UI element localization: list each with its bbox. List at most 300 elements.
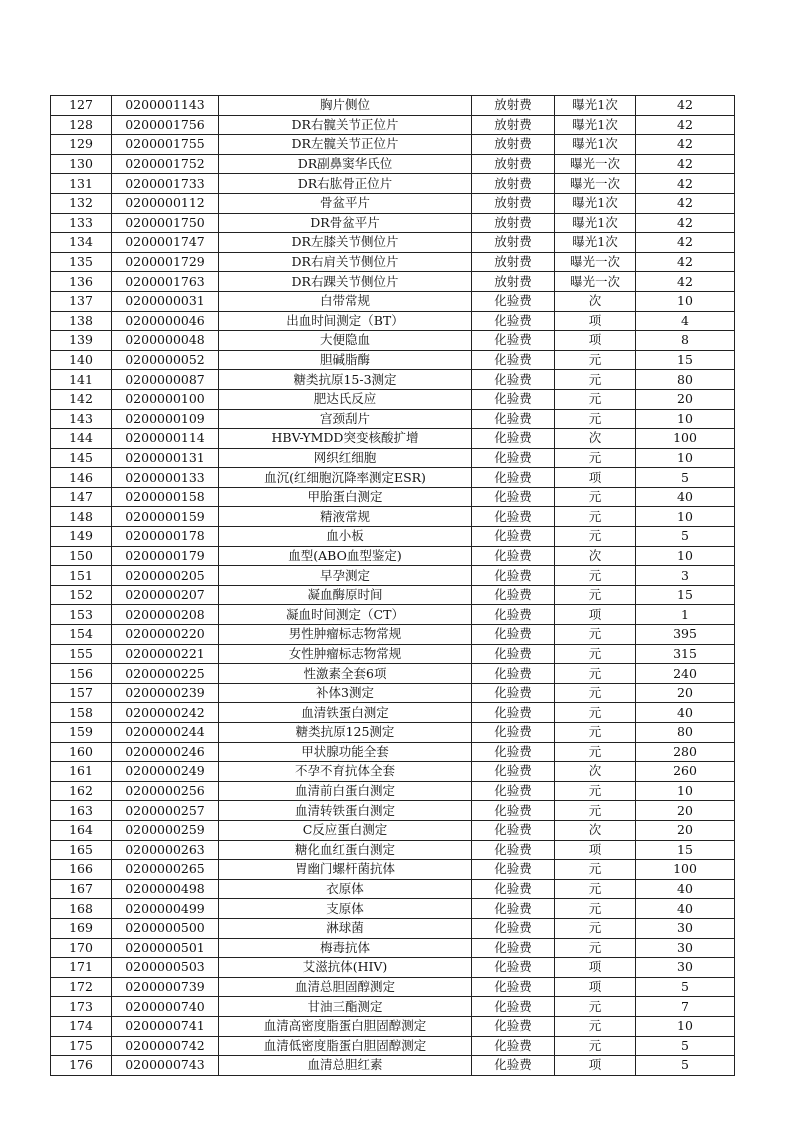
table-row — [51, 135, 735, 155]
fee-category-cell: 化验费 — [472, 409, 555, 429]
fee-category-cell: 化验费 — [472, 781, 555, 801]
unit-cell: 元 — [555, 507, 636, 527]
item-code-cell: 0200000112 — [112, 193, 219, 213]
table-row — [51, 860, 735, 880]
unit-cell: 曝光1次 — [555, 135, 636, 155]
item-code-cell: 0200000239 — [112, 683, 219, 703]
table-row — [51, 527, 735, 547]
item-name-cell: 糖化血红蛋白测定 — [219, 840, 472, 860]
unit-cell: 项 — [555, 605, 636, 625]
row-number-cell: 155 — [51, 644, 112, 664]
unit-cell: 项 — [555, 977, 636, 997]
item-code-cell: 0200000249 — [112, 762, 219, 782]
table-row — [51, 585, 735, 605]
item-code-cell: 0200000207 — [112, 585, 219, 605]
fee-category-cell: 放射费 — [472, 115, 555, 135]
price-cell: 260 — [636, 762, 735, 782]
unit-cell: 元 — [555, 899, 636, 919]
item-code-cell: 0200000100 — [112, 389, 219, 409]
row-number-cell: 147 — [51, 487, 112, 507]
price-cell: 80 — [636, 723, 735, 743]
price-cell: 42 — [636, 213, 735, 233]
fee-category-cell: 化验费 — [472, 742, 555, 762]
table-row — [51, 252, 735, 272]
table-row — [51, 1016, 735, 1036]
row-number-cell: 151 — [51, 566, 112, 586]
row-number-cell: 131 — [51, 174, 112, 194]
price-cell: 40 — [636, 879, 735, 899]
table-row — [51, 762, 735, 782]
table-row — [51, 468, 735, 488]
unit-cell: 曝光1次 — [555, 233, 636, 253]
unit-cell: 曝光1次 — [555, 115, 636, 135]
row-number-cell: 143 — [51, 409, 112, 429]
unit-cell: 元 — [555, 448, 636, 468]
table-row — [51, 899, 735, 919]
item-code-cell: 0200001750 — [112, 213, 219, 233]
item-name-cell: 血清高密度脂蛋白胆固醇测定 — [219, 1016, 472, 1036]
unit-cell: 元 — [555, 1036, 636, 1056]
table-row — [51, 801, 735, 821]
table-row — [51, 703, 735, 723]
price-cell: 5 — [636, 1036, 735, 1056]
item-code-cell: 0200000246 — [112, 742, 219, 762]
item-name-cell: DR左膝关节侧位片 — [219, 233, 472, 253]
unit-cell: 项 — [555, 1056, 636, 1076]
fee-category-cell: 化验费 — [472, 448, 555, 468]
price-cell: 5 — [636, 527, 735, 547]
fee-category-cell: 化验费 — [472, 644, 555, 664]
unit-cell: 元 — [555, 1016, 636, 1036]
item-code-cell: 0200000159 — [112, 507, 219, 527]
price-cell: 80 — [636, 370, 735, 390]
row-number-cell: 130 — [51, 154, 112, 174]
row-number-cell: 167 — [51, 879, 112, 899]
table-row — [51, 742, 735, 762]
fee-category-cell: 化验费 — [472, 918, 555, 938]
table-row — [51, 370, 735, 390]
row-number-cell: 128 — [51, 115, 112, 135]
item-name-cell: 胃幽门螺杆菌抗体 — [219, 860, 472, 880]
item-code-cell: 0200001729 — [112, 252, 219, 272]
item-name-cell: 大便隐血 — [219, 331, 472, 351]
row-number-cell: 166 — [51, 860, 112, 880]
unit-cell: 元 — [555, 879, 636, 899]
fee-category-cell: 放射费 — [472, 272, 555, 292]
item-name-cell: DR骨盆平片 — [219, 213, 472, 233]
item-code-cell: 0200001763 — [112, 272, 219, 292]
fee-category-cell: 化验费 — [472, 899, 555, 919]
item-name-cell: DR右肱骨正位片 — [219, 174, 472, 194]
row-number-cell: 163 — [51, 801, 112, 821]
item-name-cell: 甲胎蛋白测定 — [219, 487, 472, 507]
item-name-cell: 胸片侧位 — [219, 96, 472, 116]
table-row — [51, 683, 735, 703]
item-name-cell: C反应蛋白测定 — [219, 820, 472, 840]
row-number-cell: 136 — [51, 272, 112, 292]
table-row — [51, 350, 735, 370]
table-row — [51, 977, 735, 997]
table-row — [51, 193, 735, 213]
price-cell: 10 — [636, 291, 735, 311]
item-name-cell: 不孕不育抗体全套 — [219, 762, 472, 782]
price-cell: 5 — [636, 468, 735, 488]
row-number-cell: 174 — [51, 1016, 112, 1036]
fee-category-cell: 化验费 — [472, 429, 555, 449]
table-row — [51, 272, 735, 292]
item-code-cell: 0200000499 — [112, 899, 219, 919]
item-name-cell: 支原体 — [219, 899, 472, 919]
table-row — [51, 487, 735, 507]
fee-category-cell: 放射费 — [472, 96, 555, 116]
item-code-cell: 0200000739 — [112, 977, 219, 997]
item-name-cell: 血清总胆红素 — [219, 1056, 472, 1076]
price-cell: 100 — [636, 860, 735, 880]
fee-category-cell: 放射费 — [472, 252, 555, 272]
price-cell: 42 — [636, 193, 735, 213]
fee-category-cell: 化验费 — [472, 585, 555, 605]
price-cell: 10 — [636, 448, 735, 468]
table-row — [51, 311, 735, 331]
row-number-cell: 142 — [51, 389, 112, 409]
item-code-cell: 0200001733 — [112, 174, 219, 194]
item-name-cell: 宫颈刮片 — [219, 409, 472, 429]
fee-category-cell: 化验费 — [472, 977, 555, 997]
unit-cell: 项 — [555, 958, 636, 978]
table-row — [51, 664, 735, 684]
item-code-cell: 0200000498 — [112, 879, 219, 899]
item-name-cell: 胆碱脂酶 — [219, 350, 472, 370]
item-code-cell: 0200001756 — [112, 115, 219, 135]
item-name-cell: DR副鼻窦华氏位 — [219, 154, 472, 174]
unit-cell: 元 — [555, 938, 636, 958]
fee-category-cell: 放射费 — [472, 154, 555, 174]
row-number-cell: 159 — [51, 723, 112, 743]
item-name-cell: 血沉(红细胞沉降率测定ESR) — [219, 468, 472, 488]
fee-category-cell: 化验费 — [472, 605, 555, 625]
price-cell: 30 — [636, 958, 735, 978]
row-number-cell: 135 — [51, 252, 112, 272]
row-number-cell: 156 — [51, 664, 112, 684]
row-number-cell: 176 — [51, 1056, 112, 1076]
price-cell: 20 — [636, 389, 735, 409]
row-number-cell: 133 — [51, 213, 112, 233]
item-name-cell: 甲状腺功能全套 — [219, 742, 472, 762]
table-row — [51, 918, 735, 938]
price-cell: 42 — [636, 154, 735, 174]
fee-category-cell: 化验费 — [472, 683, 555, 703]
row-number-cell: 141 — [51, 370, 112, 390]
item-name-cell: 女性肿瘤标志物常规 — [219, 644, 472, 664]
table-row — [51, 1056, 735, 1076]
unit-cell: 元 — [555, 644, 636, 664]
unit-cell: 元 — [555, 918, 636, 938]
fee-category-cell: 化验费 — [472, 468, 555, 488]
price-cell: 30 — [636, 938, 735, 958]
price-cell: 20 — [636, 683, 735, 703]
unit-cell: 元 — [555, 860, 636, 880]
fee-category-cell: 放射费 — [472, 193, 555, 213]
unit-cell: 曝光一次 — [555, 174, 636, 194]
price-cell: 280 — [636, 742, 735, 762]
fee-category-cell: 放射费 — [472, 174, 555, 194]
fee-category-cell: 化验费 — [472, 1016, 555, 1036]
table-row — [51, 781, 735, 801]
item-code-cell: 0200000031 — [112, 291, 219, 311]
table-row — [51, 429, 735, 449]
item-name-cell: 甘油三酯测定 — [219, 997, 472, 1017]
item-name-cell: DR右髋关节正位片 — [219, 115, 472, 135]
fee-category-cell: 化验费 — [472, 664, 555, 684]
item-name-cell: DR左髋关节正位片 — [219, 135, 472, 155]
item-name-cell: 血清总胆固醇测定 — [219, 977, 472, 997]
price-cell: 15 — [636, 840, 735, 860]
item-code-cell: 0200000501 — [112, 938, 219, 958]
table-row — [51, 213, 735, 233]
item-code-cell: 0200000109 — [112, 409, 219, 429]
price-cell: 30 — [636, 918, 735, 938]
row-number-cell: 170 — [51, 938, 112, 958]
fee-category-cell: 化验费 — [472, 350, 555, 370]
price-cell: 8 — [636, 331, 735, 351]
table-row — [51, 233, 735, 253]
unit-cell: 元 — [555, 683, 636, 703]
unit-cell: 元 — [555, 801, 636, 821]
fee-category-cell: 化验费 — [472, 527, 555, 547]
price-cell: 42 — [636, 135, 735, 155]
unit-cell: 项 — [555, 468, 636, 488]
item-code-cell: 0200000257 — [112, 801, 219, 821]
item-code-cell: 0200000242 — [112, 703, 219, 723]
price-cell: 20 — [636, 801, 735, 821]
item-code-cell: 0200000205 — [112, 566, 219, 586]
row-number-cell: 154 — [51, 625, 112, 645]
fee-table — [50, 95, 735, 1076]
unit-cell: 次 — [555, 546, 636, 566]
price-cell: 5 — [636, 1056, 735, 1076]
fee-category-cell: 化验费 — [472, 389, 555, 409]
fee-category-cell: 化验费 — [472, 723, 555, 743]
table-row — [51, 605, 735, 625]
price-cell: 395 — [636, 625, 735, 645]
item-code-cell: 0200000220 — [112, 625, 219, 645]
row-number-cell: 140 — [51, 350, 112, 370]
price-cell: 10 — [636, 507, 735, 527]
row-number-cell: 144 — [51, 429, 112, 449]
unit-cell: 元 — [555, 997, 636, 1017]
row-number-cell: 153 — [51, 605, 112, 625]
row-number-cell: 161 — [51, 762, 112, 782]
item-name-cell: 精液常规 — [219, 507, 472, 527]
unit-cell: 项 — [555, 311, 636, 331]
price-cell: 15 — [636, 350, 735, 370]
price-cell: 42 — [636, 272, 735, 292]
table-row — [51, 820, 735, 840]
unit-cell: 元 — [555, 723, 636, 743]
table-row — [51, 291, 735, 311]
row-number-cell: 139 — [51, 331, 112, 351]
item-name-cell: DR右肩关节侧位片 — [219, 252, 472, 272]
table-row — [51, 625, 735, 645]
fee-category-cell: 化验费 — [472, 762, 555, 782]
unit-cell: 元 — [555, 527, 636, 547]
row-number-cell: 164 — [51, 820, 112, 840]
fee-category-cell: 化验费 — [472, 840, 555, 860]
item-code-cell: 0200000052 — [112, 350, 219, 370]
item-name-cell: 血清转铁蛋白测定 — [219, 801, 472, 821]
item-code-cell: 0200000208 — [112, 605, 219, 625]
item-name-cell: 骨盆平片 — [219, 193, 472, 213]
unit-cell: 曝光一次 — [555, 272, 636, 292]
unit-cell: 元 — [555, 487, 636, 507]
price-cell: 10 — [636, 409, 735, 429]
table-row — [51, 174, 735, 194]
item-name-cell: 淋球菌 — [219, 918, 472, 938]
price-cell: 100 — [636, 429, 735, 449]
price-cell: 315 — [636, 644, 735, 664]
item-code-cell: 0200000178 — [112, 527, 219, 547]
price-cell: 40 — [636, 487, 735, 507]
unit-cell: 元 — [555, 566, 636, 586]
item-name-cell: 衣原体 — [219, 879, 472, 899]
price-cell: 7 — [636, 997, 735, 1017]
fee-category-cell: 化验费 — [472, 625, 555, 645]
row-number-cell: 129 — [51, 135, 112, 155]
fee-category-cell: 化验费 — [472, 566, 555, 586]
table-row — [51, 448, 735, 468]
row-number-cell: 150 — [51, 546, 112, 566]
item-name-cell: 糖类抗原125测定 — [219, 723, 472, 743]
fee-category-cell: 化验费 — [472, 1056, 555, 1076]
table-row — [51, 96, 735, 116]
price-cell: 10 — [636, 1016, 735, 1036]
table-row — [51, 115, 735, 135]
price-cell: 1 — [636, 605, 735, 625]
table-row — [51, 546, 735, 566]
unit-cell: 元 — [555, 664, 636, 684]
price-cell: 20 — [636, 820, 735, 840]
item-code-cell: 0200000743 — [112, 1056, 219, 1076]
item-code-cell: 0200000263 — [112, 840, 219, 860]
unit-cell: 元 — [555, 370, 636, 390]
row-number-cell: 168 — [51, 899, 112, 919]
item-code-cell: 0200000256 — [112, 781, 219, 801]
item-code-cell: 0200000048 — [112, 331, 219, 351]
item-code-cell: 0200000133 — [112, 468, 219, 488]
price-cell: 10 — [636, 781, 735, 801]
row-number-cell: 132 — [51, 193, 112, 213]
item-code-cell: 0200000046 — [112, 311, 219, 331]
row-number-cell: 148 — [51, 507, 112, 527]
table-row — [51, 154, 735, 174]
unit-cell: 元 — [555, 409, 636, 429]
fee-category-cell: 化验费 — [472, 311, 555, 331]
item-name-cell: 血清前白蛋白测定 — [219, 781, 472, 801]
unit-cell: 曝光1次 — [555, 96, 636, 116]
item-name-cell: 血型(ABO血型鉴定) — [219, 546, 472, 566]
fee-category-cell: 化验费 — [472, 801, 555, 821]
item-name-cell: 血清铁蛋白测定 — [219, 703, 472, 723]
item-code-cell: 0200001747 — [112, 233, 219, 253]
fee-category-cell: 放射费 — [472, 233, 555, 253]
row-number-cell: 146 — [51, 468, 112, 488]
unit-cell: 次 — [555, 291, 636, 311]
table-row — [51, 879, 735, 899]
row-number-cell: 169 — [51, 918, 112, 938]
fee-category-cell: 化验费 — [472, 291, 555, 311]
table-row — [51, 840, 735, 860]
row-number-cell: 162 — [51, 781, 112, 801]
price-cell: 4 — [636, 311, 735, 331]
fee-category-cell: 化验费 — [472, 958, 555, 978]
item-name-cell: 男性肿瘤标志物常规 — [219, 625, 472, 645]
unit-cell: 曝光一次 — [555, 252, 636, 272]
item-code-cell: 0200000742 — [112, 1036, 219, 1056]
fee-category-cell: 化验费 — [472, 879, 555, 899]
fee-category-cell: 化验费 — [472, 860, 555, 880]
row-number-cell: 157 — [51, 683, 112, 703]
item-name-cell: 出血时间测定（BT） — [219, 311, 472, 331]
item-code-cell: 0200000259 — [112, 820, 219, 840]
fee-category-cell: 化验费 — [472, 997, 555, 1017]
price-cell: 42 — [636, 96, 735, 116]
price-cell: 40 — [636, 899, 735, 919]
unit-cell: 项 — [555, 840, 636, 860]
item-code-cell: 0200000740 — [112, 997, 219, 1017]
item-name-cell: 白带常规 — [219, 291, 472, 311]
item-code-cell: 0200000087 — [112, 370, 219, 390]
fee-category-cell: 放射费 — [472, 213, 555, 233]
row-number-cell: 134 — [51, 233, 112, 253]
price-cell: 3 — [636, 566, 735, 586]
item-name-cell: 凝血时间测定（CT） — [219, 605, 472, 625]
unit-cell: 元 — [555, 742, 636, 762]
price-cell: 15 — [636, 585, 735, 605]
item-code-cell: 0200001752 — [112, 154, 219, 174]
table-row — [51, 997, 735, 1017]
row-number-cell: 145 — [51, 448, 112, 468]
fee-category-cell: 化验费 — [472, 938, 555, 958]
item-code-cell: 0200000265 — [112, 860, 219, 880]
row-number-cell: 172 — [51, 977, 112, 997]
fee-category-cell: 化验费 — [472, 507, 555, 527]
unit-cell: 次 — [555, 429, 636, 449]
item-name-cell: 肥达氏反应 — [219, 389, 472, 409]
fee-table-body — [51, 96, 735, 1076]
item-name-cell: 网织红细胞 — [219, 448, 472, 468]
unit-cell: 曝光1次 — [555, 193, 636, 213]
unit-cell: 项 — [555, 331, 636, 351]
row-number-cell: 173 — [51, 997, 112, 1017]
item-code-cell: 0200001755 — [112, 135, 219, 155]
unit-cell: 元 — [555, 703, 636, 723]
row-number-cell: 160 — [51, 742, 112, 762]
fee-category-cell: 化验费 — [472, 370, 555, 390]
row-number-cell: 175 — [51, 1036, 112, 1056]
unit-cell: 元 — [555, 350, 636, 370]
table-row — [51, 1036, 735, 1056]
fee-category-cell: 放射费 — [472, 135, 555, 155]
item-name-cell: 艾滋抗体(HIV) — [219, 958, 472, 978]
unit-cell: 次 — [555, 762, 636, 782]
item-code-cell: 0200000244 — [112, 723, 219, 743]
price-cell: 42 — [636, 252, 735, 272]
table-row — [51, 331, 735, 351]
item-name-cell: HBV-YMDD突变核酸扩增 — [219, 429, 472, 449]
fee-category-cell: 化验费 — [472, 1036, 555, 1056]
price-cell: 5 — [636, 977, 735, 997]
item-code-cell: 0200000221 — [112, 644, 219, 664]
